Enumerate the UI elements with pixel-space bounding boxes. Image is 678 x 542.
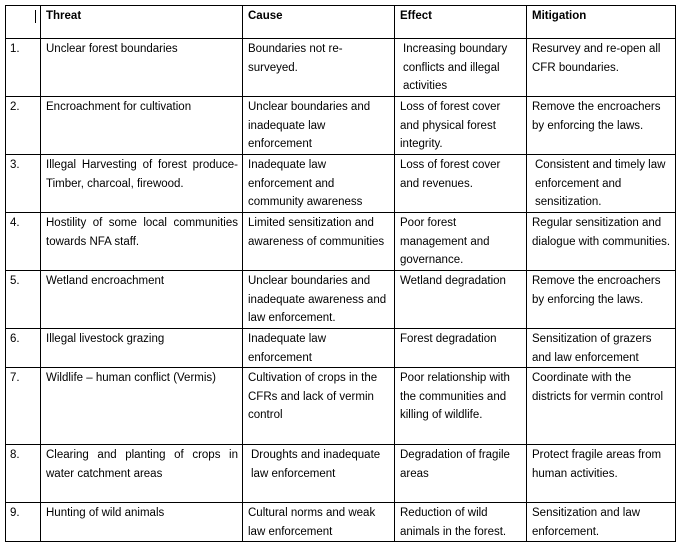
row-number: 6. bbox=[6, 329, 41, 368]
cause-cell: Cultivation of crops in the CFRs and lack of vermin control bbox=[243, 368, 395, 445]
effect-cell: Loss of forest cover and revenues. bbox=[395, 155, 527, 213]
threats-table bbox=[5, 5, 676, 542]
table-row bbox=[6, 39, 676, 97]
mitigation-cell: Sensitization and law enforcement. bbox=[527, 503, 676, 542]
cause-cell: Cultural norms and weak law enforcement bbox=[243, 503, 395, 542]
mitigation-cell: Sensitization of grazers and law enforcement bbox=[527, 329, 676, 368]
threat-cell: Hostility of some local communities towards NFA staff. bbox=[41, 213, 243, 271]
cause-cell: Inadequate law enforcement bbox=[243, 329, 395, 368]
table-row bbox=[6, 503, 676, 542]
header-number bbox=[6, 6, 41, 39]
threat-cell: Illegal Harvesting of forest produce- Timber, charcoal, firewood. bbox=[41, 155, 243, 213]
header-cause: Cause bbox=[243, 6, 395, 39]
mitigation-cell: Protect fragile areas from human activities. bbox=[527, 445, 676, 503]
table-header-row bbox=[6, 6, 676, 39]
threat-cell: Illegal livestock grazing bbox=[41, 329, 243, 368]
row-number: 5. bbox=[6, 271, 41, 329]
cause-cell: Inadequate law enforcement and community awareness bbox=[243, 155, 395, 213]
table-row bbox=[6, 329, 676, 368]
cause-cell: Limited sensitization and awareness of communities bbox=[243, 213, 395, 271]
threat-cell: Hunting of wild animals bbox=[41, 503, 243, 542]
row-number: 4. bbox=[6, 213, 41, 271]
header-mitigation: Mitigation bbox=[527, 6, 676, 39]
threat-cell: Unclear forest boundaries bbox=[41, 39, 243, 97]
table-row bbox=[6, 368, 676, 445]
row-number: 9. bbox=[6, 503, 41, 542]
row-number: 2. bbox=[6, 97, 41, 155]
table-row bbox=[6, 271, 676, 329]
effect-cell: Loss of forest cover and physical forest integrity. bbox=[395, 97, 527, 155]
threat-cell: Wildlife – human conflict (Vermis) bbox=[41, 368, 243, 445]
threat-cell: Wetland encroachment bbox=[41, 271, 243, 329]
effect-cell: Reduction of wild animals in the forest. bbox=[395, 503, 527, 542]
threat-cell: Clearing and planting of crops in water catchment areas bbox=[41, 445, 243, 503]
effect-cell: Poor relationship with the communities and killing of wildlife. bbox=[395, 368, 527, 445]
mitigation-cell: Remove the encroachers by enforcing the laws. bbox=[527, 97, 676, 155]
row-number: 3. bbox=[6, 155, 41, 213]
effect-cell: Wetland degradation bbox=[395, 271, 527, 329]
cause-cell: Boundaries not re-surveyed. bbox=[243, 39, 395, 97]
table-row bbox=[6, 213, 676, 271]
row-number: 7. bbox=[6, 368, 41, 445]
table-row bbox=[6, 97, 676, 155]
effect-cell: Increasing boundary conflicts and illegal activities bbox=[395, 39, 527, 97]
mitigation-cell: Remove the encroachers by enforcing the laws. bbox=[527, 271, 676, 329]
mitigation-cell: Coordinate with the districts for vermin control bbox=[527, 368, 676, 445]
cause-cell: Unclear boundaries and inadequate law enforcement bbox=[243, 97, 395, 155]
cause-cell: Droughts and inadequate law enforcement bbox=[243, 445, 395, 503]
threat-cell: Encroachment for cultivation bbox=[41, 97, 243, 155]
table-row bbox=[6, 155, 676, 213]
row-number: 1. bbox=[6, 39, 41, 97]
row-number: 8. bbox=[6, 445, 41, 503]
effect-cell: Poor forest management and governance. bbox=[395, 213, 527, 271]
table-row bbox=[6, 445, 676, 503]
header-effect: Effect bbox=[395, 6, 527, 39]
effect-cell: Degradation of fragile areas bbox=[395, 445, 527, 503]
mitigation-cell: Regular sensitization and dialogue with communities. bbox=[527, 213, 676, 271]
mitigation-cell: Resurvey and re-open all CFR boundaries. bbox=[527, 39, 676, 97]
effect-cell: Forest degradation bbox=[395, 329, 527, 368]
mitigation-cell: Consistent and timely law enforcement and sensitization. bbox=[527, 155, 676, 213]
cause-cell: Unclear boundaries and inadequate awareness and law enforcement. bbox=[243, 271, 395, 329]
header-threat: Threat bbox=[41, 6, 243, 39]
